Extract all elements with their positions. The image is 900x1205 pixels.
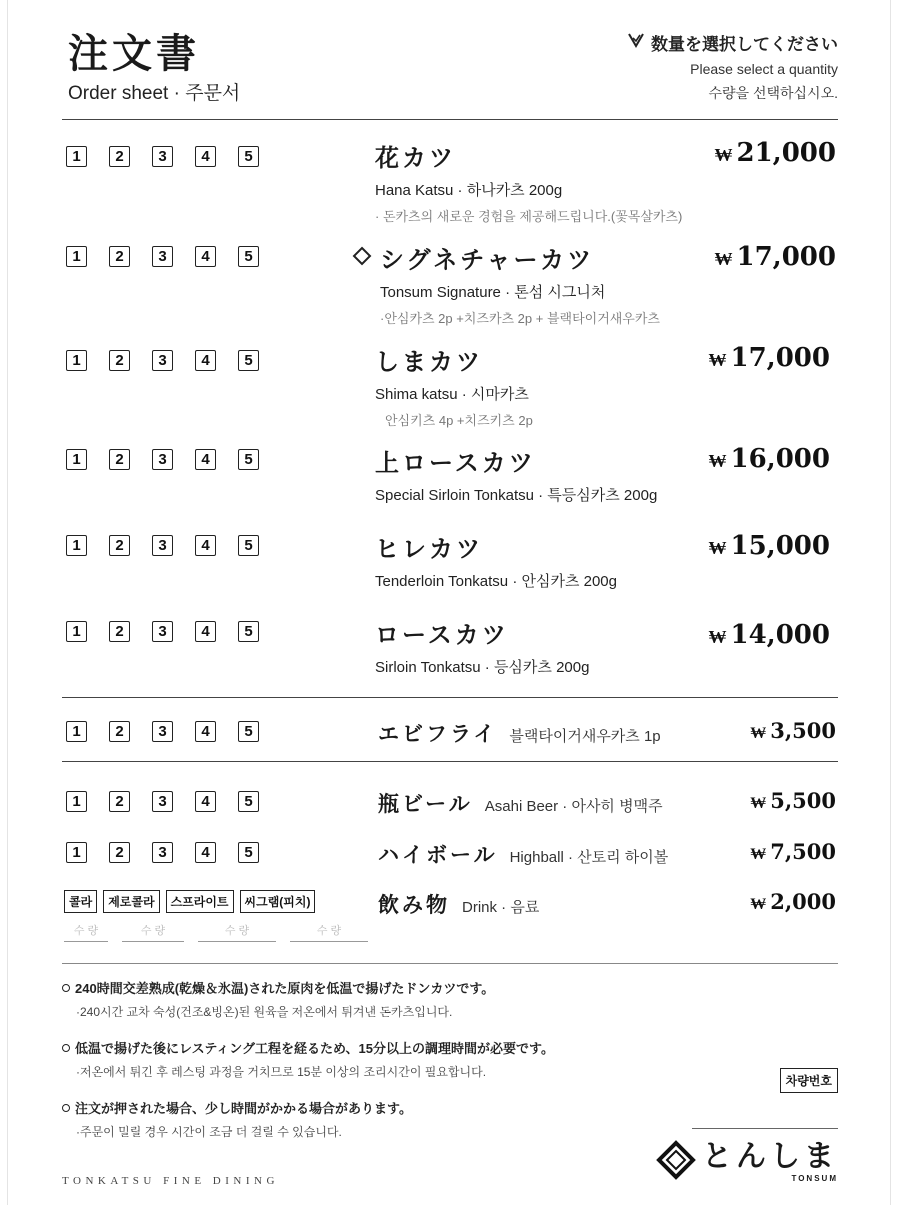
qty-1-button[interactable]: 1 [66,842,87,863]
qty-2-button[interactable]: 2 [109,842,130,863]
item-note: ·안심카츠 2p +치즈카츠 2p + 블랙타이거새우카츠 [380,311,660,326]
item-price: ₩ 21,000 [714,138,836,168]
qty-2-button[interactable]: 2 [109,246,130,267]
divider [692,1128,838,1129]
note-item: 低温で揚げた後にレスティング工程を経るため、15分以上の調理時間が必要です。 ·저온에서 튀긴 후 레스팅 과정을 거치므로 15분 이상의 조리시간이 필요합니다. [62,1038,742,1080]
drink-option-seagram[interactable]: 씨그램(피치) [240,890,316,913]
bullet-icon [62,984,70,992]
item-name-en: Shima katsu · 시마카츠 [375,386,529,403]
drink-qty-field[interactable]: 수 량 [64,922,108,942]
drink-item [378,788,663,818]
qty-4-button[interactable]: 4 [195,449,216,470]
item-name-en: Hana Katsu · 하나카츠 200g [375,182,563,199]
item-name-jp: しまカツ [375,347,483,376]
quantity-selector-highball [66,842,259,863]
qty-3-button[interactable]: 3 [152,842,173,863]
drink-item [378,839,668,869]
logo-text: とんしま [702,1139,838,1174]
logo-latin: TONSUM [791,1174,838,1183]
bullet-icon [62,1104,70,1112]
qty-5-button[interactable]: 5 [238,721,259,742]
item-name-en: Asahi Beer · 아사히 병맥주 [484,798,663,815]
item-name-jp: エビフライ [378,721,498,746]
qty-3-button[interactable]: 3 [152,449,173,470]
item-price: ₩ 17,000 [714,242,836,272]
menu-item [375,443,657,505]
qty-1-button[interactable]: 1 [66,721,87,742]
qty-4-button[interactable]: 4 [195,791,216,812]
item-name-jp: 上ロースカツ [375,448,536,477]
item-price: ₩ 7,500 [750,839,836,864]
menu-item [375,342,533,429]
qty-4-button[interactable]: 4 [195,350,216,371]
qty-1-button[interactable]: 1 [66,146,87,167]
item-name-en: Drink · 음료 [462,899,540,916]
item-note: · 돈카츠의 새로운 경험을 제공해드립니다.(꽃목살카츠) [375,209,683,224]
car-number-field[interactable]: 차량번호 [780,1068,838,1093]
divider [62,963,838,964]
instruction-jp: 数量を選択してください [651,35,838,54]
drink-option-sprite[interactable]: 스프라이트 [166,890,234,913]
footer-tagline: TONKATSU FINE DINING [62,1175,279,1187]
qty-5-button[interactable]: 5 [238,146,259,167]
item-name-en: Special Sirloin Tonkatsu · 특등심카츠 200g [375,487,658,504]
qty-3-button[interactable]: 3 [152,246,173,267]
item-name-jp: 瓶ビール [378,791,473,816]
qty-5-button[interactable]: 5 [238,246,259,267]
item-name-jp: シグネチャーカツ [380,245,595,274]
qty-4-button[interactable]: 4 [195,146,216,167]
item-name-jp: 花カツ [375,143,456,172]
qty-2-button[interactable]: 2 [109,621,130,642]
qty-5-button[interactable]: 5 [238,449,259,470]
qty-1-button[interactable]: 1 [66,350,87,371]
item-price: ₩ 15,000 [708,531,830,561]
bullet-icon [62,1044,70,1052]
qty-5-button[interactable]: 5 [238,621,259,642]
qty-3-button[interactable]: 3 [152,350,173,371]
qty-2-button[interactable]: 2 [109,350,130,371]
item-name-jp: ヒレカツ [375,534,483,563]
qty-5-button[interactable]: 5 [238,791,259,812]
divider [62,761,838,762]
diamond-logo-icon [656,1140,696,1185]
drink-quantity-fields [64,922,368,942]
item-name-en: Tonsum Signature · 톤섬 시그니처 [380,284,606,301]
drink-qty-field[interactable]: 수 량 [198,922,276,942]
soft-drink-options [64,890,315,913]
qty-3-button[interactable]: 3 [152,721,173,742]
item-name-jp: ロースカツ [375,620,509,649]
item-note: 안심키츠 4p +치즈키츠 2p [385,413,533,428]
item-price: ₩ 2,000 [750,889,836,914]
menu-item [375,529,617,591]
item-name-en: Highball · 산토리 하이볼 [509,849,669,866]
item-name-en: Tenderloin Tonkatsu · 안심카츠 200g [375,573,617,590]
drink-option-zero-cola[interactable]: 제로콜라 [103,890,159,913]
quantity-selector-item-3 [66,350,259,371]
qty-3-button[interactable]: 3 [152,535,173,556]
quantity-selector-beer [66,791,259,812]
item-name-en: Sirloin Tonkatsu · 등심카츠 200g [375,659,590,676]
drink-qty-field[interactable]: 수 량 [290,922,368,942]
qty-5-button[interactable]: 5 [238,535,259,556]
instruction-block [627,30,838,103]
qty-2-button[interactable]: 2 [109,535,130,556]
quantity-selector-item-6 [66,621,259,642]
menu-item [375,138,682,225]
qty-5-button[interactable]: 5 [238,842,259,863]
page-subtitle: Order sheet · 주문서 [68,83,241,104]
item-price: ₩ 17,000 [708,343,830,373]
qty-3-button[interactable]: 3 [152,791,173,812]
quantity-selector-item-2 [66,246,259,267]
qty-4-button[interactable]: 4 [195,621,216,642]
quantity-selector-item-4 [66,449,259,470]
brand-logo [656,1140,838,1185]
menu-item [352,240,660,327]
qty-4-button[interactable]: 4 [195,721,216,742]
qty-4-button[interactable]: 4 [195,535,216,556]
item-price: ₩ 14,000 [708,620,830,650]
qty-4-button[interactable]: 4 [195,842,216,863]
instruction-ko: 수량을 선택하십시오. [708,85,838,101]
drink-item [378,889,539,919]
qty-1-button[interactable]: 1 [66,246,87,267]
divider [62,697,838,698]
notes [62,978,742,1158]
item-price: ₩ 3,500 [750,718,836,743]
qty-1-button[interactable]: 1 [66,449,87,470]
qty-1-button[interactable]: 1 [66,621,87,642]
quantity-selector-side [66,721,259,742]
item-name-en: 블랙타이거새우카츠 1p [509,728,661,745]
quantity-selector-item-5 [66,535,259,556]
qty-2-button[interactable]: 2 [109,146,130,167]
note-item: 240時間交差熟成(乾燥＆氷温)された原肉を低温で揚げたドンカツです。 ·240시간 교차 숙성(건조&빙온)된 원육을 저온에서 튀겨낸 돈카츠입니다. [62,978,742,1020]
qty-1-button[interactable]: 1 [66,535,87,556]
qty-2-button[interactable]: 2 [109,721,130,742]
qty-5-button[interactable]: 5 [238,350,259,371]
menu-item [375,615,589,677]
qty-2-button[interactable]: 2 [109,449,130,470]
divider [62,119,838,120]
qty-1-button[interactable]: 1 [66,791,87,812]
pen-check-icon [627,32,645,53]
qty-4-button[interactable]: 4 [195,246,216,267]
item-price: ₩ 16,000 [708,444,830,474]
qty-2-button[interactable]: 2 [109,791,130,812]
note-item: 注文が押された場合、少し時間がかかる場合があります。 ·주문이 밀릴 경우 시간이 조금 더 걸릴 수 있습니다. [62,1098,742,1140]
drink-option-cola[interactable]: 콜라 [64,890,97,913]
instruction-en: Please select a quantity [690,61,838,77]
item-price: ₩ 5,500 [750,788,836,813]
qty-3-button[interactable]: 3 [152,146,173,167]
drink-qty-field[interactable]: 수 량 [122,922,184,942]
quantity-selector-item-1 [66,146,259,167]
qty-3-button[interactable]: 3 [152,621,173,642]
page-title: 注文書 [68,30,200,77]
diamond-outline-icon [352,243,372,272]
item-name-jp: ハイボール [378,842,498,867]
side-item [378,718,661,748]
item-name-jp: 飲み物 [378,892,450,917]
